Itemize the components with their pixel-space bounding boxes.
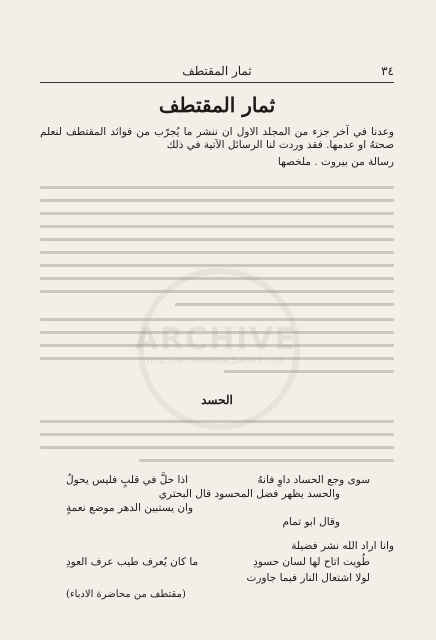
verse-line: وقال ابو تمام [282,516,340,528]
verse-line: والحسد يظهر فضل المحسود قال البحتري [158,488,340,500]
section-title: ثمار المقتطف [158,93,276,117]
untranscribed-text-block [40,420,394,472]
verse-line: سوى وجع الحساد داوِ فانهُ [257,474,370,486]
intro-paragraph: وعدنا في آخر جزء من المجلد الاول ان ننشر ما يُجرّب من فوائد المقتطف لنعلم صحتهُ او عدمها. فقد وردت لنا الرسائل الآتية في ذلك [40,126,394,151]
watermark-url: http://Archivebeta.Sakhrit.com [146,356,286,366]
running-title: ثمار المقتطف [182,64,252,78]
verse-line: وان يستبين الدهر موضع نعمةٍ [66,502,194,514]
untranscribed-text-block [40,186,394,316]
watermark-text: ARCHIVE [134,322,298,357]
untranscribed-text-block [40,318,394,383]
verse-line: لولا اشتعال النار فيما جاورت [246,572,370,584]
source-citation: (مقتطف من محاضرة الادباء) [66,589,186,600]
verse-line: طُويت اتاح لها لسان حسودِ [253,556,370,568]
letter-lead: رسالة من بيروت . ملخصها [277,156,394,168]
subheading: الحسد [201,393,233,407]
verse-line: اذا حلَّ في قلبٍ فليس يحولُ [66,474,189,486]
verse-line: ما كان يُعرف طيب عرف العودِ [66,556,199,568]
page-number: ٣٤ [381,64,394,78]
page-header [40,64,394,83]
verse-line: وانا اراد الله نشر فضيلة [291,540,394,552]
